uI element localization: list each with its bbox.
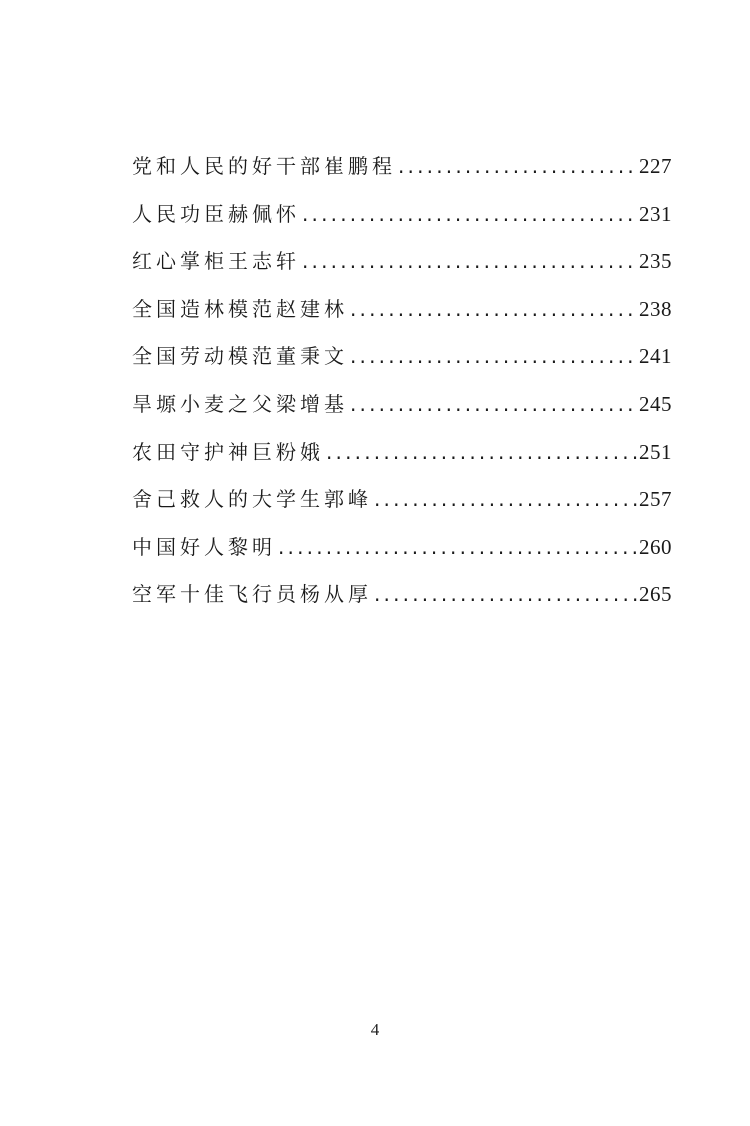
dot-leader [374,479,637,519]
toc-entry[interactable] [132,194,672,242]
toc-entry-title: 全国造林模范赵建林 [132,296,348,321]
toc-entry-title: 党和人民的好干部崔鹏程 [132,154,396,178]
toc-entry-page: 265 [639,582,672,607]
dot-leader [278,527,637,567]
toc-entry-page: 251 [639,439,672,464]
dot-leader [350,289,637,329]
dot-leader [302,241,637,281]
toc-entry[interactable] [132,289,672,337]
dot-leader [350,336,637,376]
toc-entry-title: 农田守护神巨粉娥 [132,439,324,464]
toc-entry[interactable] [132,336,672,384]
page-number: 4 [370,1020,380,1039]
dot-leader [302,194,637,234]
toc-entry[interactable] [132,432,672,480]
toc-entry-page: 238 [639,296,672,321]
dot-leader [350,384,637,424]
table-of-contents [132,146,672,622]
toc-entry-title: 人民功臣赫佩怀 [132,201,300,226]
dot-leader [326,432,637,472]
toc-entry-page: 241 [639,344,672,369]
toc-entry[interactable] [132,146,672,194]
toc-entry-page: 245 [639,391,672,416]
toc-entry-page: 257 [639,487,672,512]
toc-entry-page: 231 [639,201,672,226]
dot-leader [398,146,637,186]
toc-entry-title: 中国好人黎明 [132,534,276,559]
toc-entry-title: 红心掌柜王志轩 [132,249,300,274]
toc-entry-title: 空军十佳飞行员杨从厚 [132,582,372,607]
dot-leader [374,574,637,614]
toc-entry-page: 235 [639,249,672,274]
toc-entry[interactable] [132,479,672,527]
toc-entry[interactable] [132,527,672,575]
toc-entry[interactable] [132,384,672,432]
toc-entry-title: 旱塬小麦之父梁增基 [132,391,348,416]
toc-entry-page: 260 [639,534,672,559]
toc-entry-title: 全国劳动模范董秉文 [132,344,348,369]
toc-entry[interactable] [132,574,672,622]
toc-entry-title: 舍己救人的大学生郭峰 [132,487,372,512]
toc-entry-page: 227 [639,154,672,178]
toc-entry[interactable] [132,241,672,289]
